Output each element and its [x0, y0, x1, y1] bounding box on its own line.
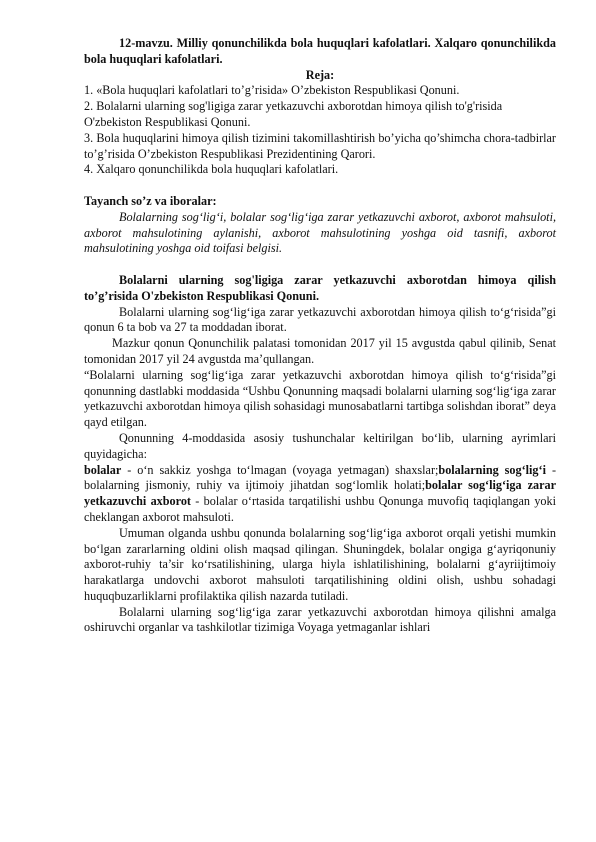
definition-text: - bolalarning jismoniy, ruhiy va ijtimoiy jihatdan sog‘lomlik holati; [84, 462, 557, 493]
definition-text: - o‘n sakkiz yoshga to‘lmagan (voyaga yetmagan) shaxslar; [121, 462, 439, 477]
document-title: 12-mavzu. Milliy qonunchilikda bola huquqlari kafolatlari. Xalqaro qonunchilikda bola huquqlari kafolatlari. [84, 36, 556, 66]
definitions-paragraph [84, 463, 556, 526]
paragraph: Mazkur qonun Qonunchilik palatasi tomonidan 2017 yil 15 avgustda qabul qilinib, Senat tomonidan 2017 yil 24 avgustda ma’qullangan. [84, 336, 556, 366]
paragraph: Umuman olganda ushbu qonunda bolalarning sog‘lig‘iga axborot orqali yetishi mumkin bo‘lgan zararlarning oldini olish maqsad qilingan. Shuningdek, bolalar ongiga g‘ayriqonuniy axborot-ruhiy ta’sir ko‘rsatilishining, ularga hiyla ishlatilishining, bolalarni g‘ayriijtimoiy harakatlarga undovchi axborot mahsuloti tarqatilishining oldini olish, ushbu sohadagi huquqbuzarliklarni profilaktika qilish nazarda tutiladi. [84, 525, 556, 603]
paragraph: Bolalarni ularning sog‘lig‘iga zarar yetkazuvchi axborotdan himoya qilish to‘g‘risida”gi qonun 6 ta bob va 27 ta moddadan iborat. [84, 304, 556, 335]
document-page [84, 36, 556, 636]
plan-heading: Reja: [305, 67, 335, 82]
definition-term: bolalar [84, 462, 122, 477]
paragraph: Bolalarni ularning sog‘lig‘iga zarar yetkazuvchi axborotdan himoya qilishni amalga oshiruvchi organlar va tashkilotlar tizimiga Voyaga yetmaganlar ishlari [84, 604, 556, 635]
plan-item-4: 4. Xalqaro qonunchilikda bola huquqlari kafolatlari. [84, 162, 339, 177]
plan-item-2: 2. Bolalarni ularning sog'ligiga zarar yetkazuvchi axborotdan himoya qilish to'g'risida O'zbekiston Respublikasi Qonuni. [84, 99, 503, 129]
plan-item-3: 3. Bola huquqlarini himoya qilish tizimini takomillashtirish bo’yicha qo’shimcha chora-tadbirlar to’g’risida O’zbekiston Respublikasi Prezidentining Qarori. [84, 130, 556, 161]
spacer [84, 257, 556, 273]
section-heading: Bolalarni ularning sog'ligiga zarar yetkazuvchi axborotdan himoya qilish to’g’risida O'zbekiston Respublikasi Qonuni. [84, 272, 556, 303]
spacer [84, 178, 556, 194]
definition-text: - bolalar o‘rtasida tarqatilishi ushbu Qonunga muvofiq taqiqlangan yoki cheklangan axborot mahsuloti. [84, 494, 556, 524]
keywords-heading: Tayanch so’z va iboralar: [84, 193, 217, 208]
definition-term: bolalar sog‘lig‘iga zarar yetkazuvchi axborot [84, 478, 556, 509]
paragraph: Qonunning 4-moddasida asosiy tushunchalar keltirilgan bo‘lib, ularning ayrimlari quyidagicha: [84, 430, 556, 461]
plan-item-1: 1. «Bola huquqlari kafolatlari to’g’risida» O’zbekiston Respublikasi Qonuni. [84, 83, 460, 98]
paragraph: “Bolalarni ularning sog‘lig‘iga zarar yetkazuvchi axborotdan himoya qilish to‘g‘risida”gi qonunning dastlabki moddasida “Ushbu Qonunning maqsadi bolalarni ularning sog‘lig‘iga zarar yetkazuvchi axborotdan himoya qilish sohasidagi munosabatlarni tartibga solishdan iborat” deya qayd etilgan. [84, 367, 556, 430]
keywords-text: Bolalarning sog‘lig‘i, bolalar sog‘lig‘iga zarar yetkazuvchi axborot, axborot mahsuloti, axborot mahsulotining aylanishi, axborot mahsulotining yoshga oid tasnifi, axborot mahsulotining yoshga oid toifasi belgisi. [84, 209, 556, 256]
definition-term: bolalarning sog‘lig‘i [438, 462, 546, 477]
